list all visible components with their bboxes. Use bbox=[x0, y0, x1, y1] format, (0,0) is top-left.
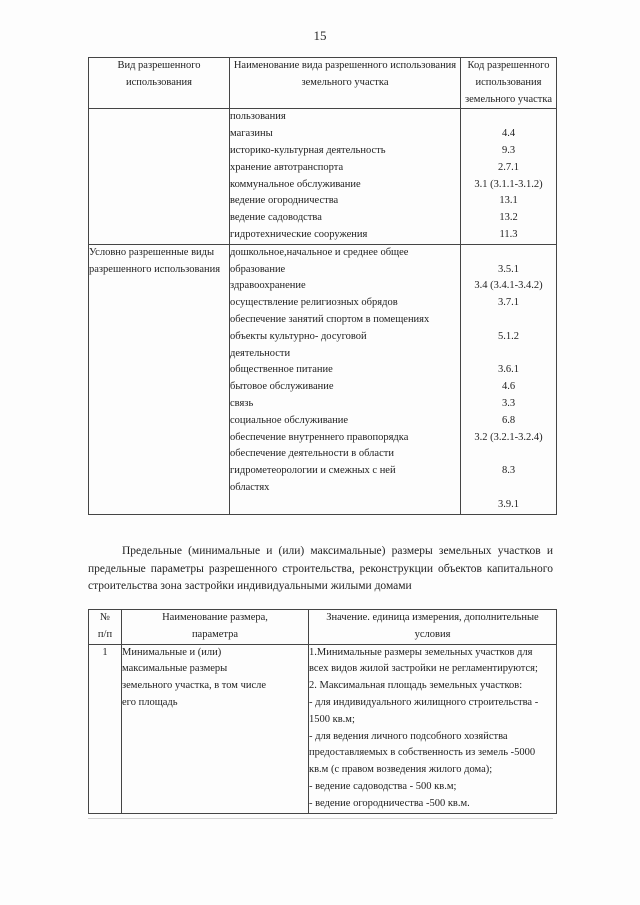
table-body bbox=[89, 644, 557, 813]
list-item: 1.Минимальные размеры земельных участков для bbox=[309, 646, 533, 658]
list-item: обеспечение занятий спортом в помещениях bbox=[230, 313, 430, 325]
list-item: ведение садоводства bbox=[230, 212, 322, 224]
list-item: здравоохранение bbox=[230, 280, 306, 292]
list-item: кв.м (с правом возведения жилого дома); bbox=[309, 764, 493, 776]
table-row bbox=[89, 644, 557, 813]
list-item: связь bbox=[230, 397, 254, 409]
list-item: 5.1.2 bbox=[498, 330, 519, 342]
size-parameters-table bbox=[88, 609, 557, 814]
list-item bbox=[461, 245, 556, 262]
table-body bbox=[89, 109, 557, 514]
use-name-list bbox=[230, 109, 460, 243]
table-header-row bbox=[89, 58, 557, 109]
header-use-code: Код разрешенного использования земельного участка bbox=[461, 58, 557, 109]
permitted-uses-table-container bbox=[88, 57, 553, 515]
list-item: гидротехнические сооружения bbox=[230, 228, 368, 240]
list-item: 3.4 (3.4.1-3.4.2) bbox=[474, 280, 543, 292]
list-item: социальное обслуживание bbox=[230, 414, 349, 426]
table-header bbox=[89, 610, 557, 645]
list-item: предоставляемых в собственность из земель -5000 bbox=[309, 747, 536, 759]
list-item: - для индивидуального жилищного строительства - bbox=[309, 696, 539, 708]
list-item bbox=[461, 346, 556, 363]
list-item bbox=[461, 312, 556, 329]
list-item: 2.7.1 bbox=[498, 161, 519, 173]
list-item: 9.3 bbox=[501, 144, 516, 156]
list-item: 3.5.1 bbox=[498, 263, 519, 275]
cell-use-names bbox=[230, 244, 461, 514]
list-item: 3.1 (3.1.1-3.1.2) bbox=[474, 178, 543, 190]
header-parameter-name bbox=[122, 610, 309, 645]
list-item bbox=[461, 109, 556, 126]
list-item: магазины bbox=[230, 128, 273, 140]
cell-parameter-name bbox=[122, 644, 309, 813]
list-item: земельного участка, в том числе bbox=[122, 680, 267, 692]
list-item: 13.2 bbox=[499, 212, 518, 224]
list-item: 4.4 bbox=[501, 128, 516, 140]
list-item: Минимальные и (или) bbox=[122, 646, 222, 658]
page-number: 15 bbox=[313, 28, 327, 43]
header-row-number-line2: п/п bbox=[97, 628, 113, 640]
table-row bbox=[89, 109, 557, 244]
permitted-uses-table bbox=[88, 57, 557, 515]
scan-artifact-line bbox=[88, 818, 553, 819]
list-item: хранение автотранспорта bbox=[230, 161, 344, 173]
header-row-number-line1: № bbox=[99, 612, 111, 623]
list-item: всех видов жилой застройки не регламентируются; bbox=[309, 663, 538, 675]
list-item: обеспечение внутреннего правопорядка bbox=[230, 431, 409, 443]
list-item: 3.3 bbox=[501, 397, 516, 409]
table-header bbox=[89, 58, 557, 109]
list-item: ведение огородничества bbox=[230, 195, 339, 207]
cell-use-codes bbox=[461, 109, 557, 244]
list-item: его площадь bbox=[122, 696, 178, 708]
cell-use-kind bbox=[89, 109, 230, 244]
list-item: общественное питание bbox=[230, 364, 333, 376]
cell-use-kind: Условно разрешенные виды разрешенного использования bbox=[89, 244, 230, 514]
header-parameter-name-line2: параметра bbox=[191, 628, 239, 640]
list-item: 2. Максимальная площадь земельных участков: bbox=[309, 680, 523, 692]
size-parameters-table-container bbox=[88, 609, 553, 814]
cell-use-codes bbox=[461, 244, 557, 514]
list-item: областях bbox=[230, 481, 270, 493]
list-item: 6.8 bbox=[501, 414, 516, 426]
list-item: 3.2 (3.2.1-3.2.4) bbox=[474, 431, 543, 443]
list-item: - для ведения личного подсобного хозяйства bbox=[309, 730, 508, 742]
list-item: обеспечение деятельности в области bbox=[230, 448, 394, 460]
header-use-name: Наименование вида разрешенного использования земельного участка bbox=[230, 58, 461, 109]
list-item: деятельности bbox=[230, 347, 291, 359]
use-code-list bbox=[461, 109, 556, 243]
table-header-row bbox=[89, 610, 557, 645]
list-item: бытовое обслуживание bbox=[230, 381, 334, 393]
use-name-list bbox=[230, 245, 460, 497]
list-item: 8.3 bbox=[501, 465, 516, 477]
list-item: 13.1 bbox=[499, 195, 518, 207]
list-item: - ведение огородничества -500 кв.м. bbox=[309, 797, 470, 809]
header-parameter-value-line2: условия bbox=[414, 628, 451, 640]
list-item: образование bbox=[230, 263, 286, 275]
list-item: осуществление религиозных обрядов bbox=[230, 297, 398, 309]
cell-parameter-value bbox=[309, 644, 557, 813]
list-item: дошкольное,начальное и среднее общее bbox=[230, 246, 409, 258]
list-item: - ведение садоводства - 500 кв.м; bbox=[309, 780, 457, 792]
list-item bbox=[461, 480, 556, 497]
cell-use-names bbox=[230, 109, 461, 244]
list-item: 3.6.1 bbox=[498, 364, 519, 376]
list-item: историко-культурная деятельность bbox=[230, 144, 386, 156]
list-item: 4.6 bbox=[501, 381, 516, 393]
header-parameter-name-line1: Наименование размера, bbox=[162, 612, 268, 623]
list-item: пользования bbox=[230, 111, 286, 123]
list-item: коммунальное обслуживание bbox=[230, 178, 361, 190]
cell-row-number: 1 bbox=[89, 644, 122, 813]
header-parameter-value-line1: Значение. единица измерения, дополнительные bbox=[326, 612, 539, 623]
use-code-list bbox=[461, 245, 556, 514]
header-parameter-value bbox=[309, 610, 557, 645]
parameter-name-lines bbox=[122, 645, 308, 712]
table-row bbox=[89, 244, 557, 514]
section-paragraph: Предельные (минимальные и (или) максимальные) размеры земельных участков и предельные параметры разрешенного строительства, реконструкции объектов капитального строительства зона застройки индивидуальными жилыми домами bbox=[88, 545, 553, 592]
header-row-number bbox=[89, 610, 122, 645]
list-item: 1500 кв.м; bbox=[309, 713, 355, 725]
parameter-value-lines bbox=[309, 645, 556, 813]
list-item: максимальные размеры bbox=[122, 663, 228, 675]
list-item bbox=[461, 446, 556, 463]
list-item: 3.7.1 bbox=[498, 297, 519, 309]
header-use-kind: Вид разрешенного использования bbox=[89, 58, 230, 109]
list-item: 3.9.1 bbox=[498, 498, 519, 510]
list-item: объекты культурно- досуговой bbox=[230, 330, 367, 342]
list-item: 11.3 bbox=[499, 228, 518, 240]
list-item: гидрометеорологии и смежных с ней bbox=[230, 465, 396, 477]
